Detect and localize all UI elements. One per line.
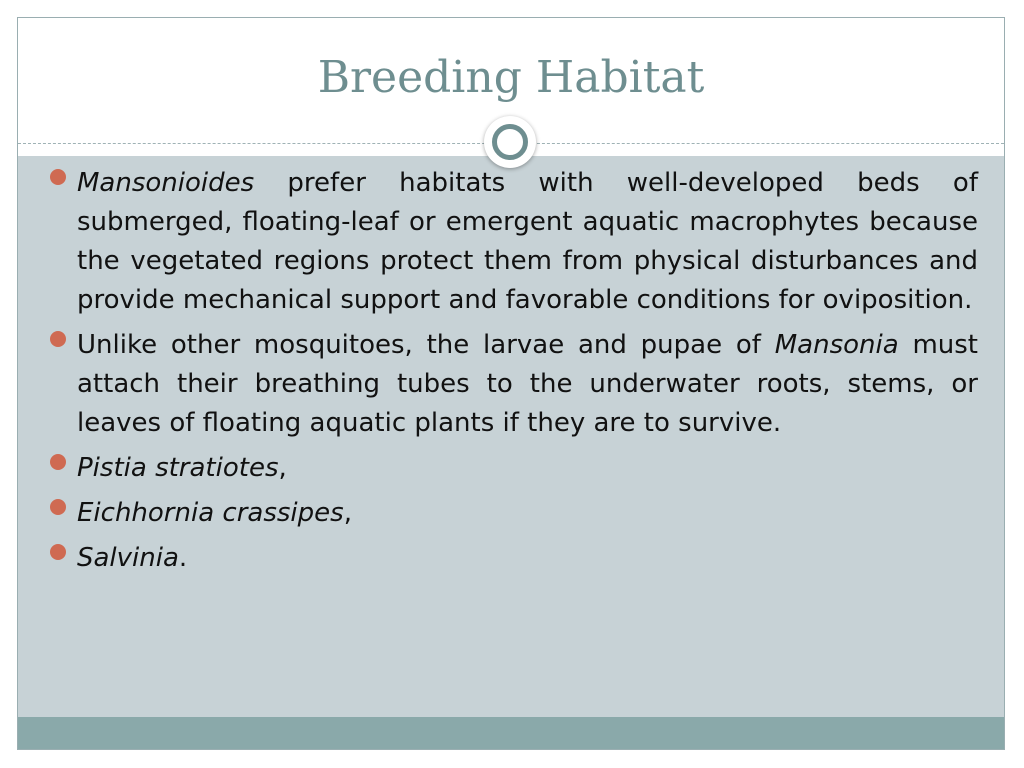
bullet-dot-icon — [50, 331, 66, 347]
bullet-italic-term: Eichhornia crassipes — [77, 498, 344, 528]
bullet-dot-icon — [50, 544, 66, 560]
bullet-text: prefer habitats with well-developed beds of submerged, floating-leaf or emergent aquatic macrophytes because the vegetated regions protect them from physical disturbances and provide mechanical support and favorable conditions for oviposition. — [77, 168, 978, 315]
footer-bar — [18, 717, 1004, 750]
bullet-italic-term: Salvinia — [77, 543, 179, 573]
ring-inner — [492, 124, 528, 160]
bullet-italic-term: Mansonia — [774, 330, 899, 360]
bullet-dot-icon — [50, 169, 66, 185]
bullet-italic-lead: Mansonioides — [77, 168, 255, 198]
bullet-italic-term: Pistia stratiotes — [77, 453, 279, 483]
bullet-text-after: must attach their breathing tubes to the underwater roots, stems, or leaves of floating aquatic plants if they are to survive. — [77, 330, 978, 438]
ring-ornament-icon — [484, 116, 536, 168]
bullet-dot-icon — [50, 454, 66, 470]
slide — [17, 17, 1005, 750]
bullet-suffix: , — [278, 453, 287, 483]
bullet-item — [46, 449, 978, 488]
bullet-suffix: . — [178, 543, 188, 573]
bullet-item — [46, 164, 978, 320]
bullet-dot-icon — [50, 499, 66, 515]
bullet-item — [46, 539, 978, 578]
bullet-list — [46, 164, 978, 584]
slide-title: Breeding Habitat — [317, 52, 705, 103]
bullet-item — [46, 326, 978, 443]
bullet-suffix: , — [343, 498, 352, 528]
bullet-item — [46, 494, 978, 533]
bullet-text: Unlike other mosquitoes, the larvae and pupae of — [77, 330, 775, 360]
